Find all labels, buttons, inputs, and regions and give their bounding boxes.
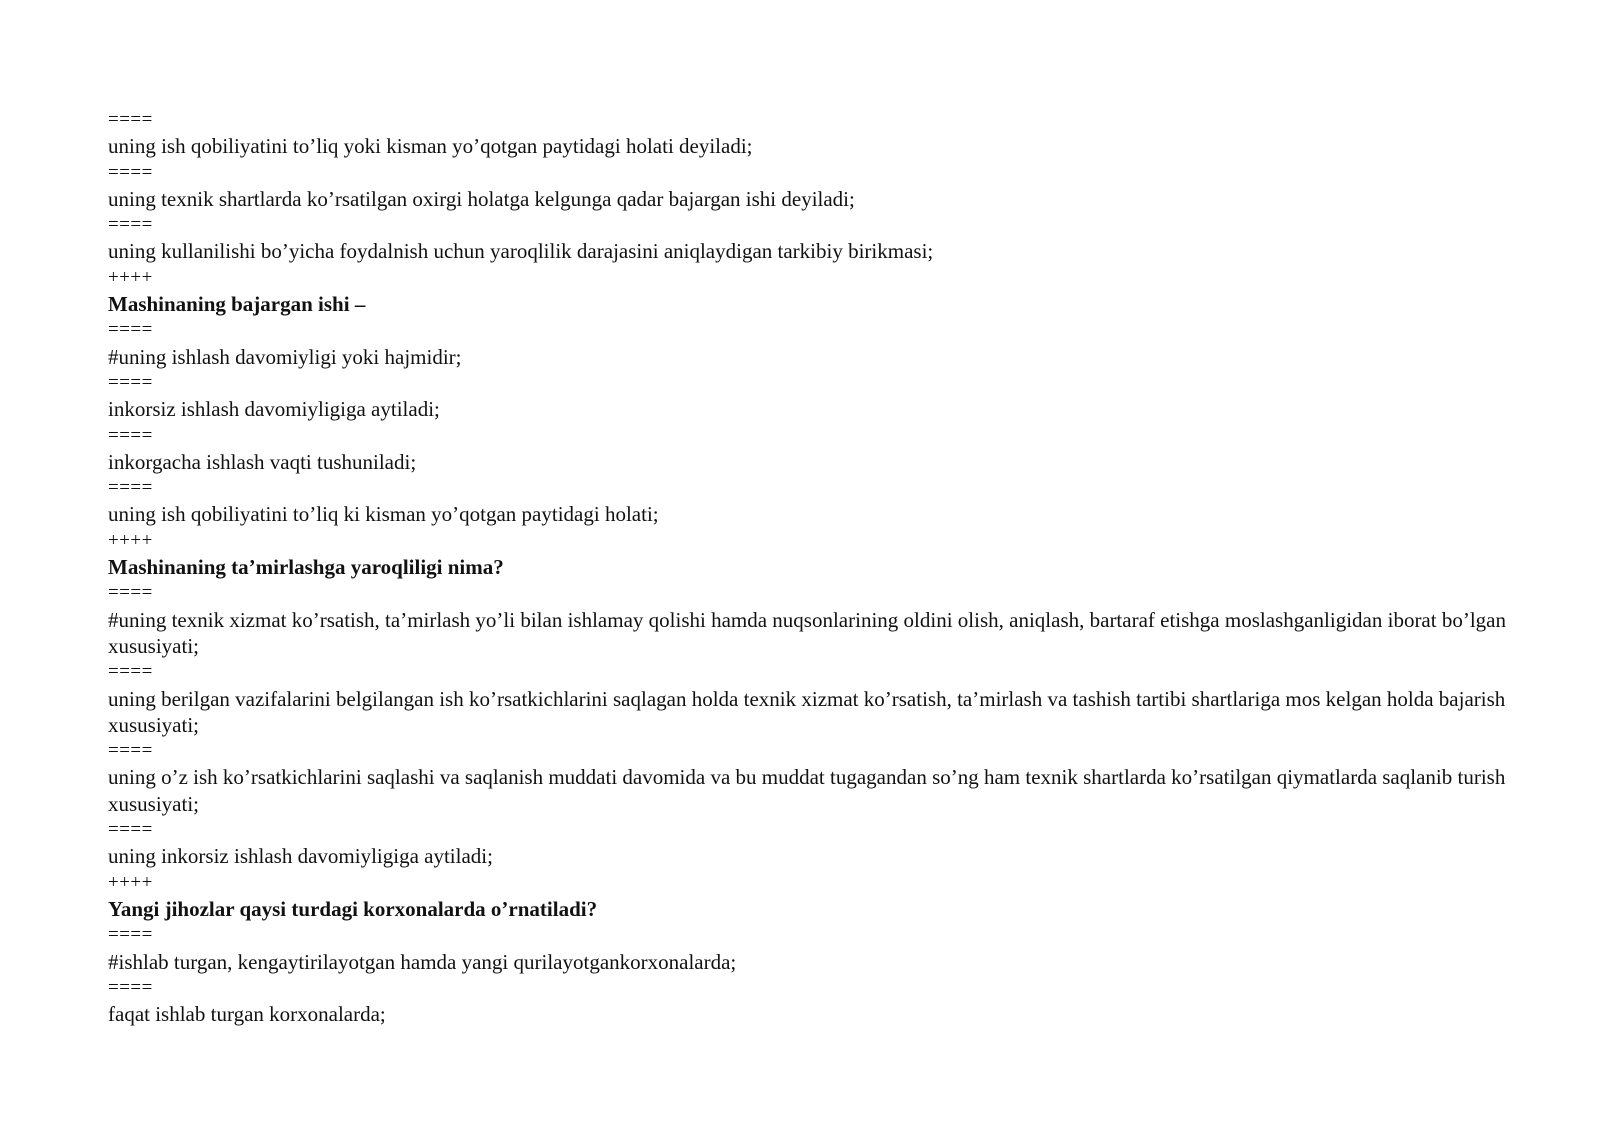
answer-option: faqat ishlab turgan korxonalarda; xyxy=(108,1002,386,1027)
separator: ==== xyxy=(108,582,153,604)
question-separator: ++++ xyxy=(108,266,153,288)
separator: ==== xyxy=(108,109,153,130)
separator: ==== xyxy=(108,214,153,236)
separator: ==== xyxy=(108,371,153,393)
answer-option: uning berilgan vazifalarini belgilangan ish ko’rsatkichlarini saqlagan holda texnik xizmat ko’rsatish, ta’mirlash va tashish tartibi shartlariga mos kelgan holda bajarish xususiyati; xyxy=(108,686,1506,737)
answer-option: uning inkorsiz ishlash davomiyligiga aytiladi; xyxy=(108,844,493,869)
separator: ==== xyxy=(108,976,153,998)
answer-option: uning ish qobiliyatini to’liq yoki kisman yo’qotgan paytidagi holati deyiladi; xyxy=(108,134,753,159)
separator: ==== xyxy=(108,477,153,499)
answer-option: inkorgacha ishlash vaqti tushuniladi; xyxy=(108,449,417,474)
question-separator: ++++ xyxy=(108,529,153,551)
separator: ==== xyxy=(108,740,153,762)
question-separator: ++++ xyxy=(108,871,153,893)
answer-option: inkorsiz ishlash davomiyligiga aytiladi; xyxy=(108,397,440,422)
separator: ==== xyxy=(108,661,153,683)
separator: ==== xyxy=(108,161,153,183)
separator: ==== xyxy=(108,424,153,446)
question-title: Mashinaning bajargan ishi – xyxy=(108,292,366,317)
question-title: Mashinaning ta’mirlashga yaroqliligi nima? xyxy=(108,555,504,580)
document-page xyxy=(108,107,1508,1027)
separator: ==== xyxy=(108,319,153,341)
separator: ==== xyxy=(108,924,153,946)
answer-option: uning ish qobiliyatini to’liq ki kisman yo’qotgan paytidagi holati; xyxy=(108,502,659,527)
question-title: Yangi jihozlar qaysi turdagi korxonalarda o’rnatiladi? xyxy=(108,896,598,921)
answer-option: uning kullanilishi bo’yicha foydalnish uchun yaroqlilik darajasini aniqlaydigan tarkibiy birikmasi; xyxy=(108,239,934,264)
answer-option: #ishlab turgan, kengaytirilayotgan hamda yangi qurilayotgankorxonalarda; xyxy=(108,949,737,974)
answer-option: uning texnik shartlarda ko’rsatilgan oxirgi holatga kelgunga qadar bajargan ishi deyiladi; xyxy=(108,186,855,211)
answer-option: #uning texnik xizmat ko’rsatish, ta’mirlash yo’li bilan ishlamay qolishi hamda nuqsonlarining oldini olish, aniqlash, bartaraf etishga moslashganligidan iborat bo’lgan xususiyati; xyxy=(108,607,1506,658)
answer-option: #uning ishlash davomiyligi yoki hajmidir; xyxy=(108,344,462,369)
answer-option: uning o’z ish ko’rsatkichlarini saqlashi va saqlanish muddati davomida va bu muddat tugagandan so’ng ham texnik shartlarda ko’rsatilgan qiymatlarda saqlanib turish xususiyati; xyxy=(108,765,1506,816)
separator: ==== xyxy=(108,819,153,841)
